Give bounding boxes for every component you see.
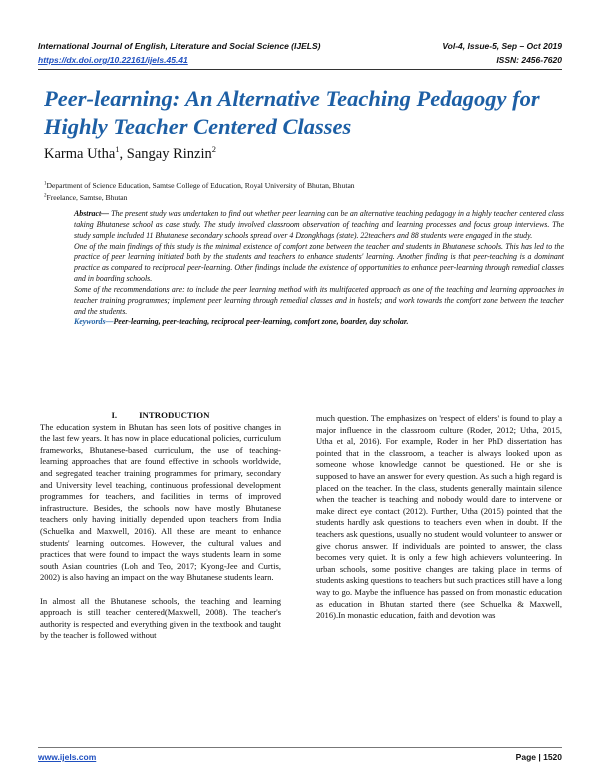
author-name: Karma Utha [44,145,116,162]
affiliation-text: Freelance, Samtse, Bhutan [46,193,128,202]
affiliation-text: Department of Science Education, Samtse College of Education, Royal University of Bhutan, Bhutan [46,181,355,190]
body-paragraph: The education system in Bhutan has seen lots of positive changes in the last few years. It has now in place educational policies, curriculum frameworks, Bhutanese-based curriculum, the use of teaching-learning approaches that are found effective in schools worldwide, and segregated teacher training programmes for primary, secondary and University level teaching, continuous professional development programmes for teachers, and facilities in terms of improved infrastructure. Besides, the schools now have mostly Bhutanese teachers only having initially depended upon teachers from India (Schuelka and Maxwell, 2016). All these are meant to enhance students' learning outcomes. However, the cultural values and practices that were found to impact the ways students learn in some south Asian countries (Loh and Teo, 2017; Kyong-Jee and Curtis, 2002) is also having an impact on the way Bhutanese students learn. [40,421,281,583]
issn: ISSN: 2456-7620 [496,55,562,65]
abstract-paragraph: One of the main findings of this study is the minimal existence of comfort zone between the teacher and students in Bhutanese schools. This has led to the practice of peer learning initiated both by the students and teachers to enhance students' learning. Another finding is that peer-teaching is a dominant practice as compared to reciprocal peer-learning. Other findings include the existence of opportunities to enhance peer-learning through remedial classes and in boarding schools. [74,241,564,284]
keywords [74,317,564,328]
author-name: Sangay Rinzin [126,145,212,162]
footer-divider [38,747,562,748]
body-paragraph-continued: much question. The emphasizes on 'respect of elders' is found to play a major influence in the classroom culture (Roder, 2012; Utha, 2015, Utha et al, 2016). For example, Roder in her PhD dissertation has pointed that in the classroom, a teacher is always looked upon as someone whose knowledge cannot be questioned. He or she is supposed to have an answer for every question. As such a high regard is placed on the teacher. In the class, students generally maintain silence when the teacher is teaching and nobody would dare to intervene or make direct eye contact (2012). Further, Utha (2015) pointed that the students hardly ask questions to teachers even when in doubt. If the teachers ask questions, usually no student would volunteer to answer or give chorus answer. If individuals are pointed to answer, the class becomes very quiet. It is only a few high achievers volunteering. In urban schools, some positive changes are taking place in terms of students asking questions to teachers but such practices still have a long way to go. Maybe the influence has passed on from monastic education as education in Bhutan started there (see Schuelka & Maxwell, 2016).In monastic education, faith and devotion was [316,413,562,621]
body-column-right [316,413,562,622]
section-number: I. [111,410,118,420]
abstract-paragraph [74,209,564,242]
body-paragraph: In almost all the Bhutanese schools, the teaching and learning approach is still teacher centered(Maxwell, 2008). The teacher's authority is respected and everything given in the textbook and taught by the teacher is followed without [40,595,281,641]
affiliation-1 [44,181,355,190]
doi-link[interactable]: https://dx.doi.org/10.22161/ijels.45.41 [38,55,188,65]
journal-name: International Journal of English, Literature and Social Science (IJELS) [38,41,321,51]
affiliation-2 [44,193,127,202]
abstract [74,209,564,328]
author-list [44,144,216,163]
header-divider [38,69,562,70]
section-title: INTRODUCTION [139,410,210,420]
abstract-label: Abstract— [74,209,110,218]
volume-info: Vol-4, Issue-5, Sep – Oct 2019 [442,41,562,51]
author-separator: , [119,145,127,162]
affiliation-mark: 2 [44,193,47,199]
section-heading [40,410,281,422]
paper-title: Peer-learning: An Alternative Teaching Pedagogy for Highly Teacher Centered Classes [44,86,540,139]
keywords-text: Peer-learning, peer-teaching, reciprocal peer-learning, comfort zone, boarder, day scholar. [113,317,409,327]
abstract-text: The present study was undertaken to find out whether peer learning can be an alternative teaching pedagogy in a highly teacher centered class taking Bhutanese school as case study. The study involved classroom observation of teaching and learning processes and focus group interviews. The study sample included 11 Bhutanese secondary schools spread over 4 Dzongkhags (state). 22teachers and 88 students were engaged in the study. [74,209,564,240]
website-link[interactable]: www.ijels.com [38,752,97,762]
author-affiliation-mark: 1 [115,144,120,154]
affiliation-mark: 1 [44,181,47,187]
keywords-label: Keywords— [74,317,114,327]
abstract-paragraph: Some of the recommendations are: to include the peer learning method with its multifaceted approach as one of the teaching and learning approaches in teacher training programmes; implement peer learning through remedial classes and in hostels; and work towards the comfort zone between the teacher and the students. [74,284,564,316]
author-affiliation-mark: 2 [211,144,216,154]
body-column-left [40,410,281,642]
page-number: Page | 1520 [515,752,562,762]
